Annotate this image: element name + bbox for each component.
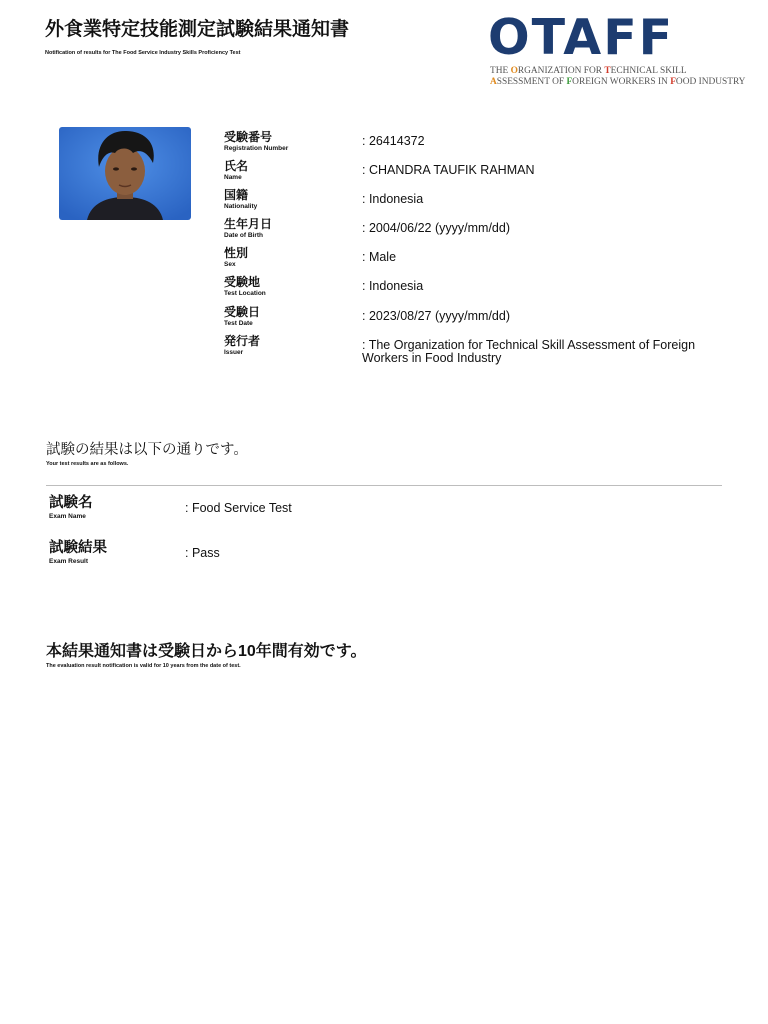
validity-notice-en: The evaluation result notification is valid for 10 years from the date of test. <box>46 663 241 669</box>
field-label: 受験番号 <box>224 130 273 144</box>
field-label: 受験日 <box>224 305 261 319</box>
field-label-en: Registration Number <box>224 145 289 152</box>
logo-subtitle-line-1: THE ORGANIZATION FOR TECHNICAL SKILL <box>490 66 687 76</box>
otaff-logo <box>488 9 746 90</box>
results-heading: 試験の結果は以下の通りです。 <box>46 442 248 458</box>
exam-label-en: Exam Result <box>49 558 89 565</box>
field-value: : 26414372 <box>362 134 425 148</box>
logo-subtitle-line-2: ASSESSMENT OF FOREIGN WORKERS IN FOOD INDUSTRY <box>490 77 746 87</box>
field-value: : CHANDRA TAUFIK RAHMAN <box>362 163 535 177</box>
exam-value: : Pass <box>185 546 220 560</box>
field-label: 受験地 <box>224 275 261 289</box>
candidate-photo <box>59 127 191 220</box>
field-label-en: Test Location <box>224 290 266 297</box>
exam-label: 試験名 <box>49 495 93 511</box>
field-label: 国籍 <box>224 188 249 202</box>
divider <box>46 485 722 486</box>
exam-value: : Food Service Test <box>185 501 292 515</box>
document-subtitle: Notification of results for The Food Service Industry Skills Proficiency Test <box>45 50 241 56</box>
validity-notice: 本結果通知書は受験日から10年間有効です。 <box>46 643 367 660</box>
field-label-en: Issuer <box>224 349 244 356</box>
document-title: 外食業特定技能測定試験結果通知書 <box>45 19 350 40</box>
logo-subtitle <box>490 66 745 88</box>
field-label-en: Sex <box>224 261 236 268</box>
results-heading-en: Your test results are as follows. <box>46 461 129 467</box>
exam-label: 試験結果 <box>49 540 107 556</box>
exam-label-en: Exam Name <box>49 513 86 520</box>
field-value: : 2004/06/22 (yyyy/mm/dd) <box>362 221 510 235</box>
field-value: : 2023/08/27 (yyyy/mm/dd) <box>362 309 510 323</box>
field-label-en: Name <box>224 174 242 181</box>
field-label: 生年月日 <box>224 217 273 231</box>
field-value: : The Organization for Technical Skill Assessment of Foreign Workers in Food Industry <box>362 338 696 365</box>
logo-wordmark: OTAFF <box>488 9 675 66</box>
field-label-en: Test Date <box>224 320 253 327</box>
field-value: : Indonesia <box>362 279 424 293</box>
field-label: 発行者 <box>224 334 261 348</box>
field-value: : Male <box>362 250 397 264</box>
field-label: 氏名 <box>224 159 249 173</box>
field-label: 性別 <box>224 246 249 260</box>
field-value: : Indonesia <box>362 192 424 206</box>
field-label-en: Date of Birth <box>224 232 263 239</box>
field-label-en: Nationality <box>224 203 258 210</box>
